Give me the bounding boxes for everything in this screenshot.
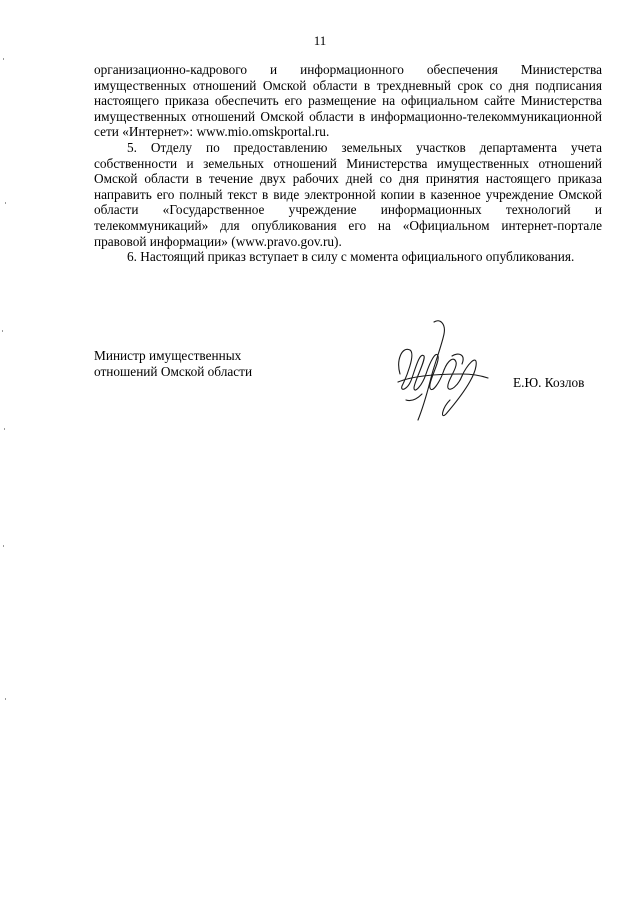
signatory-name: Е.Ю. Козлов xyxy=(513,375,585,390)
page-number: 11 xyxy=(313,33,327,48)
document-body xyxy=(94,62,602,265)
paragraph-continuation: организационно-кадрового и информационного обеспечения Министерства имущественных отношений Омской области в трехдневный срок со дня подписания настоящего приказа обеспечить его размещение на официальном сайте Министерства имущественных отношений Омской области в информационно-телекоммуникационной сети «Интернет»: www.mio.omskportal.ru. xyxy=(94,62,602,140)
paragraph-item-5: 5. Отделу по предоставлению земельных участков департамента учета собственности и земельных отношений Министерства имущественных отношений Омской области в течение двух рабочих дней со дня принятия настоящего приказа направить его полный текст в виде электронной копии в казенное учреждение Омской области «Государственное учреждение информационных технологий и телекоммуникаций» для опубликования его на «Официальном интернет-портале правовой информации» (www.pravo.gov.ru). xyxy=(94,139,602,249)
signatory-title-line-1: Министр имущественных xyxy=(94,348,242,363)
signatory-title xyxy=(94,348,252,379)
signatory-title-line-2: отношений Омской области xyxy=(94,363,253,379)
scan-edge-marks xyxy=(0,0,12,905)
handwritten-signature xyxy=(392,316,492,428)
paragraph-item-6: 6. Настоящий приказ вступает в силу с момента официального опубликования. xyxy=(127,249,575,265)
